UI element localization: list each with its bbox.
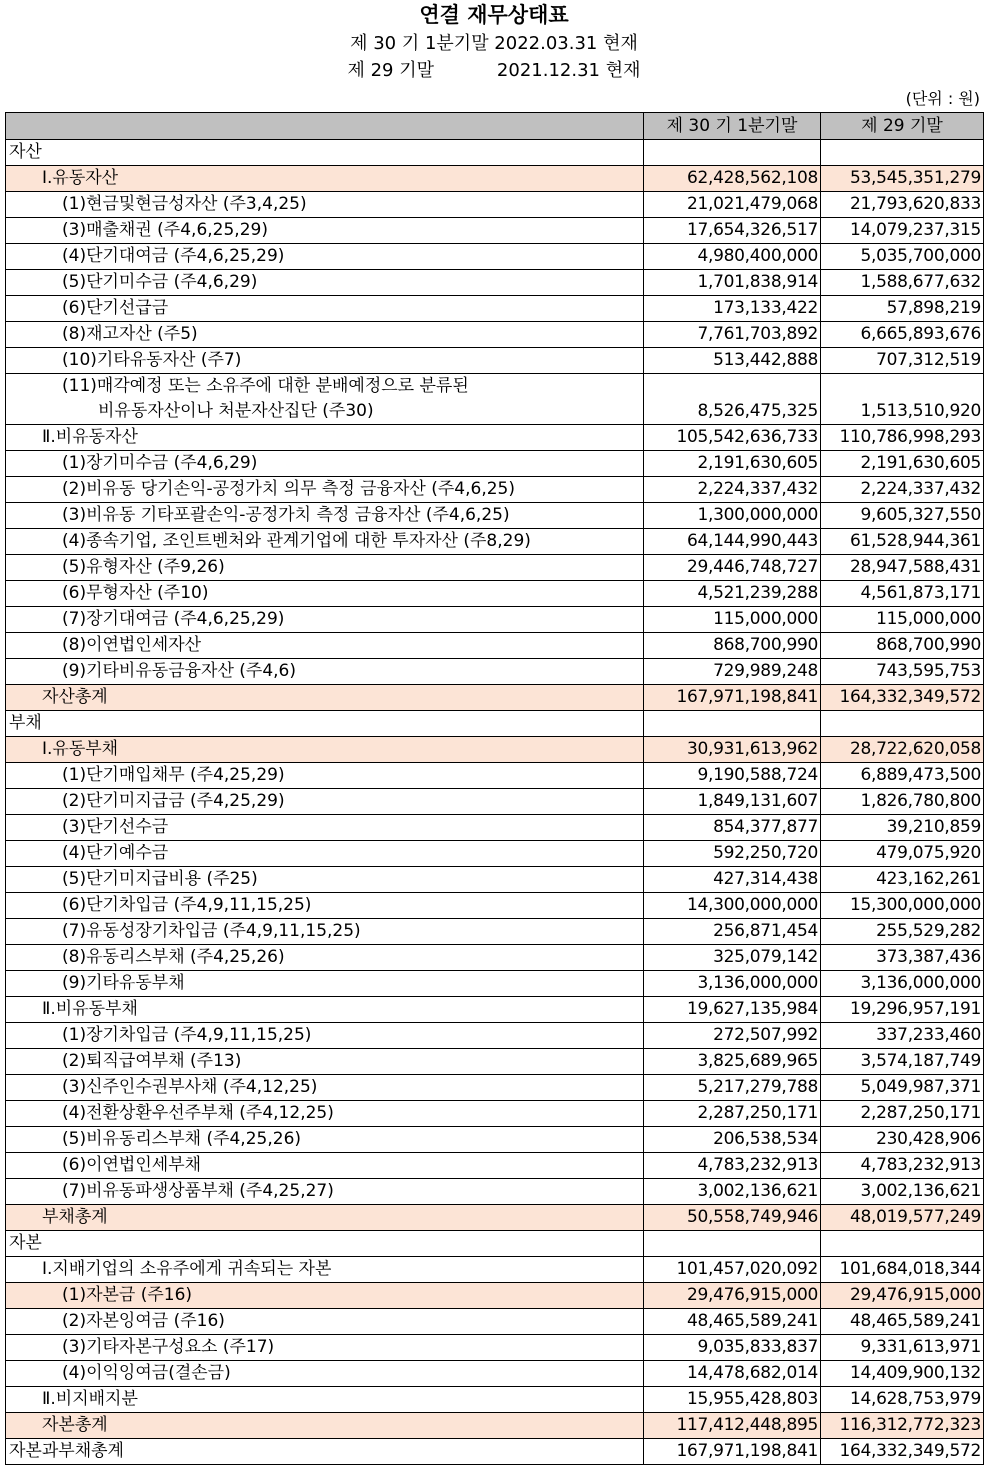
current-period-value: 3,825,689,965 [644,1049,821,1075]
row-label: (6)무형자산 (주10) [6,581,644,607]
prior-period-value: 48,019,577,249 [821,1205,984,1231]
prior-period-value: 743,595,753 [821,659,984,685]
current-period-value: 105,542,636,733 [644,425,821,451]
table-row [6,659,984,685]
row-label: 자본과부채총계 [6,1439,644,1465]
prior-period-value: 4,561,873,171 [821,581,984,607]
current-period-value: 3,002,136,621 [644,1179,821,1205]
prior-period-value: 373,387,436 [821,945,984,971]
row-label: (1)단기매입채무 (주4,25,29) [6,763,644,789]
table-row [6,1439,984,1465]
current-period-value: 7,761,703,892 [644,322,821,348]
current-period-value: 167,971,198,841 [644,1439,821,1465]
row-label: (2)단기미지급금 (주4,25,29) [6,789,644,815]
table-row [6,140,984,166]
table-row [6,503,984,529]
prior-period-value: 6,665,893,676 [821,322,984,348]
prior-period-value [821,1231,984,1257]
header-current-period: 제 30 기 1분기말 [644,113,821,140]
table-row [6,893,984,919]
current-period-value: 1,849,131,607 [644,789,821,815]
prior-period-value: 1,513,510,920 [821,374,984,425]
current-period-value: 101,457,020,092 [644,1257,821,1283]
table-row [6,763,984,789]
row-label: (8)이연법인세자산 [6,633,644,659]
prior-period-value: 39,210,859 [821,815,984,841]
current-period-value: 30,931,613,962 [644,737,821,763]
table-row [6,451,984,477]
current-period-value: 854,377,877 [644,815,821,841]
table-row [6,789,984,815]
table-row [6,555,984,581]
table-row [6,1413,984,1439]
row-label: (2)자본잉여금 (주16) [6,1309,644,1335]
row-label: (3)단기선수금 [6,815,644,841]
period-current: 제 30 기 1분기말 2022.03.31 현재 [350,33,638,54]
row-label-line1: (11)매각예정 또는 소유주에 대한 분배예정으로 분류된 [62,376,469,396]
prior-period-value: 29,476,915,000 [821,1283,984,1309]
table-row [6,581,984,607]
table-row [6,270,984,296]
prior-period-value: 3,136,000,000 [821,971,984,997]
row-label: (3)기타자본구성요소 (주17) [6,1335,644,1361]
table-row [6,244,984,270]
table-row [6,1335,984,1361]
prior-period-value: 4,783,232,913 [821,1153,984,1179]
prior-period-value: 255,529,282 [821,919,984,945]
current-period-value: 48,465,589,241 [644,1309,821,1335]
prior-period-value [821,711,984,737]
current-period-value [644,140,821,166]
row-label: (5)단기미수금 (주4,6,29) [6,270,644,296]
prior-period-value: 164,332,349,572 [821,1439,984,1465]
table-row [6,1387,984,1413]
table-row [6,685,984,711]
row-label: (4)종속기업, 조인트벤처와 관계기업에 대한 투자자산 (주8,29) [6,529,644,555]
table-row [6,633,984,659]
table-row [6,945,984,971]
row-label: Ⅱ.비유동자산 [6,425,644,451]
current-period-value [644,1231,821,1257]
row-label: (7)비유동파생상품부채 (주4,25,27) [6,1179,644,1205]
current-period-value: 2,224,337,432 [644,477,821,503]
table-body [6,140,984,1465]
current-period-value: 513,442,888 [644,348,821,374]
row-label-line2: 비유동자산이나 처분자산집단 (주30) [98,401,374,421]
row-label: Ⅱ.비유동부채 [6,997,644,1023]
row-label: Ⅰ.지배기업의 소유주에게 귀속되는 자본 [6,1257,644,1283]
row-label: (4)단기예수금 [6,841,644,867]
table-row [6,425,984,451]
period-prior: 제 29 기말 2021.12.31 현재 [347,60,641,81]
current-period-value: 272,507,992 [644,1023,821,1049]
row-label: (5)비유동리스부채 (주4,25,26) [6,1127,644,1153]
prior-period-value: 110,786,998,293 [821,425,984,451]
current-period-value: 19,627,135,984 [644,997,821,1023]
prior-period-value: 9,331,613,971 [821,1335,984,1361]
prior-period-value: 3,574,187,749 [821,1049,984,1075]
prior-period-value: 19,296,957,191 [821,997,984,1023]
current-period-value: 9,190,588,724 [644,763,821,789]
prior-period-value: 2,191,630,605 [821,451,984,477]
current-period-value: 29,446,748,727 [644,555,821,581]
table-row [6,841,984,867]
current-period-value: 1,300,000,000 [644,503,821,529]
current-period-value: 206,538,534 [644,1127,821,1153]
row-label: (1)현금및현금성자산 (주3,4,25) [6,192,644,218]
current-period-value: 729,989,248 [644,659,821,685]
row-label: (5)단기미지급비용 (주25) [6,867,644,893]
row-label: (10)기타유동자산 (주7) [6,348,644,374]
prior-period-value: 1,826,780,800 [821,789,984,815]
header-prior-period: 제 29 기말 [821,113,984,140]
table-row [6,1153,984,1179]
row-label: (2)퇴직급여부채 (주13) [6,1049,644,1075]
row-label: (1)장기차입금 (주4,9,11,15,25) [6,1023,644,1049]
current-period-value: 427,314,438 [644,867,821,893]
table-row [6,166,984,192]
current-period-value: 62,428,562,108 [644,166,821,192]
prior-period-value: 61,528,944,361 [821,529,984,555]
table-row [6,1361,984,1387]
table-row [6,296,984,322]
prior-period-value: 164,332,349,572 [821,685,984,711]
table-row [6,1179,984,1205]
prior-period-value: 479,075,920 [821,841,984,867]
prior-period-value: 5,049,987,371 [821,1075,984,1101]
table-row [6,1101,984,1127]
row-label: (6)단기선급금 [6,296,644,322]
prior-period-value: 1,588,677,632 [821,270,984,296]
table-row [6,971,984,997]
current-period-value: 256,871,454 [644,919,821,945]
row-label: (8)재고자산 (주5) [6,322,644,348]
table-row [6,322,984,348]
table-row [6,1049,984,1075]
table-row [6,1283,984,1309]
row-label: 부채 [6,711,644,737]
row-label: Ⅰ.유동자산 [6,166,644,192]
row-label: Ⅰ.유동부채 [6,737,644,763]
table-row [6,1205,984,1231]
table-row [6,1023,984,1049]
current-period-value: 4,783,232,913 [644,1153,821,1179]
current-period-value: 5,217,279,788 [644,1075,821,1101]
table-row [6,711,984,737]
prior-period-value: 57,898,219 [821,296,984,322]
prior-period-value: 21,793,620,833 [821,192,984,218]
row-label: (6)단기차입금 (주4,9,11,15,25) [6,893,644,919]
table-row [6,218,984,244]
statement-title: 연결 재무상태표 [419,3,569,27]
prior-period-value: 5,035,700,000 [821,244,984,270]
current-period-value: 2,191,630,605 [644,451,821,477]
current-period-value: 29,476,915,000 [644,1283,821,1309]
prior-period-value: 14,628,753,979 [821,1387,984,1413]
current-period-value: 4,980,400,000 [644,244,821,270]
table-row [6,919,984,945]
table-row [6,529,984,555]
current-period-value: 9,035,833,837 [644,1335,821,1361]
table-row [6,348,984,374]
row-label: (4)이익잉여금(결손금) [6,1361,644,1387]
row-label: (5)유형자산 (주9,26) [6,555,644,581]
row-label: (6)이연법인세부채 [6,1153,644,1179]
table-row [6,1309,984,1335]
row-label: (7)유동성장기차입금 (주4,9,11,15,25) [6,919,644,945]
row-label: (8)유동리스부채 (주4,25,26) [6,945,644,971]
current-period-value [644,711,821,737]
row-label [6,374,644,425]
current-period-value: 325,079,142 [644,945,821,971]
row-label: (3)비유동 기타포괄손익-공정가치 측정 금융자산 (주4,6,25) [6,503,644,529]
row-label: 부채총계 [6,1205,644,1231]
prior-period-value: 115,000,000 [821,607,984,633]
row-label: (1)자본금 (주16) [6,1283,644,1309]
prior-period-value: 230,428,906 [821,1127,984,1153]
table-row [6,192,984,218]
current-period-value: 2,287,250,171 [644,1101,821,1127]
current-period-value: 21,021,479,068 [644,192,821,218]
row-label: (1)장기미수금 (주4,6,29) [6,451,644,477]
prior-period-value: 707,312,519 [821,348,984,374]
balance-sheet-table [5,112,984,1465]
prior-period-value: 9,605,327,550 [821,503,984,529]
prior-period-value: 15,300,000,000 [821,893,984,919]
row-label: Ⅱ.비지배지분 [6,1387,644,1413]
prior-period-value: 337,233,460 [821,1023,984,1049]
current-period-value: 8,526,475,325 [644,374,821,425]
prior-period-value: 14,079,237,315 [821,218,984,244]
current-period-value: 50,558,749,946 [644,1205,821,1231]
current-period-value: 167,971,198,841 [644,685,821,711]
prior-period-value: 116,312,772,323 [821,1413,984,1439]
table-row [6,1231,984,1257]
table-row [6,477,984,503]
current-period-value: 115,000,000 [644,607,821,633]
row-label: (4)단기대여금 (주4,6,25,29) [6,244,644,270]
prior-period-value: 53,545,351,279 [821,166,984,192]
current-period-value: 3,136,000,000 [644,971,821,997]
row-label: (9)기타비유동금융자산 (주4,6) [6,659,644,685]
table-row [6,815,984,841]
prior-period-value: 2,287,250,171 [821,1101,984,1127]
row-label: (4)전환상환우선주부채 (주4,12,25) [6,1101,644,1127]
table-row [6,1075,984,1101]
row-label: (9)기타유동부채 [6,971,644,997]
current-period-value: 592,250,720 [644,841,821,867]
prior-period-value: 28,947,588,431 [821,555,984,581]
table-row [6,997,984,1023]
current-period-value: 14,478,682,014 [644,1361,821,1387]
current-period-value: 4,521,239,288 [644,581,821,607]
current-period-value: 868,700,990 [644,633,821,659]
table-row [6,607,984,633]
row-label: (3)매출채권 (주4,6,25,29) [6,218,644,244]
current-period-value: 173,133,422 [644,296,821,322]
table-row [6,374,984,425]
prior-period-value: 14,409,900,132 [821,1361,984,1387]
row-label: 자본총계 [6,1413,644,1439]
prior-period-value: 423,162,261 [821,867,984,893]
prior-period-value [821,140,984,166]
current-period-value: 15,955,428,803 [644,1387,821,1413]
prior-period-value: 48,465,589,241 [821,1309,984,1335]
table-row [6,867,984,893]
prior-period-value: 868,700,990 [821,633,984,659]
prior-period-value: 28,722,620,058 [821,737,984,763]
current-period-value: 1,701,838,914 [644,270,821,296]
table-row [6,737,984,763]
unit-label: (단위 : 원) [905,89,980,108]
row-label: (7)장기대여금 (주4,6,25,29) [6,607,644,633]
current-period-value: 117,412,448,895 [644,1413,821,1439]
header-row [6,113,984,140]
prior-period-value: 6,889,473,500 [821,763,984,789]
row-label: 자산총계 [6,685,644,711]
current-period-value: 14,300,000,000 [644,893,821,919]
current-period-value: 64,144,990,443 [644,529,821,555]
prior-period-value: 3,002,136,621 [821,1179,984,1205]
table-row [6,1127,984,1153]
prior-period-value: 101,684,018,344 [821,1257,984,1283]
row-label: 자본 [6,1231,644,1257]
prior-period-value: 2,224,337,432 [821,477,984,503]
row-label: (2)비유동 당기손익-공정가치 의무 측정 금융자산 (주4,6,25) [6,477,644,503]
table-row [6,1257,984,1283]
header-account [6,113,644,140]
current-period-value: 17,654,326,517 [644,218,821,244]
row-label: 자산 [6,140,644,166]
row-label: (3)신주인수권부사채 (주4,12,25) [6,1075,644,1101]
